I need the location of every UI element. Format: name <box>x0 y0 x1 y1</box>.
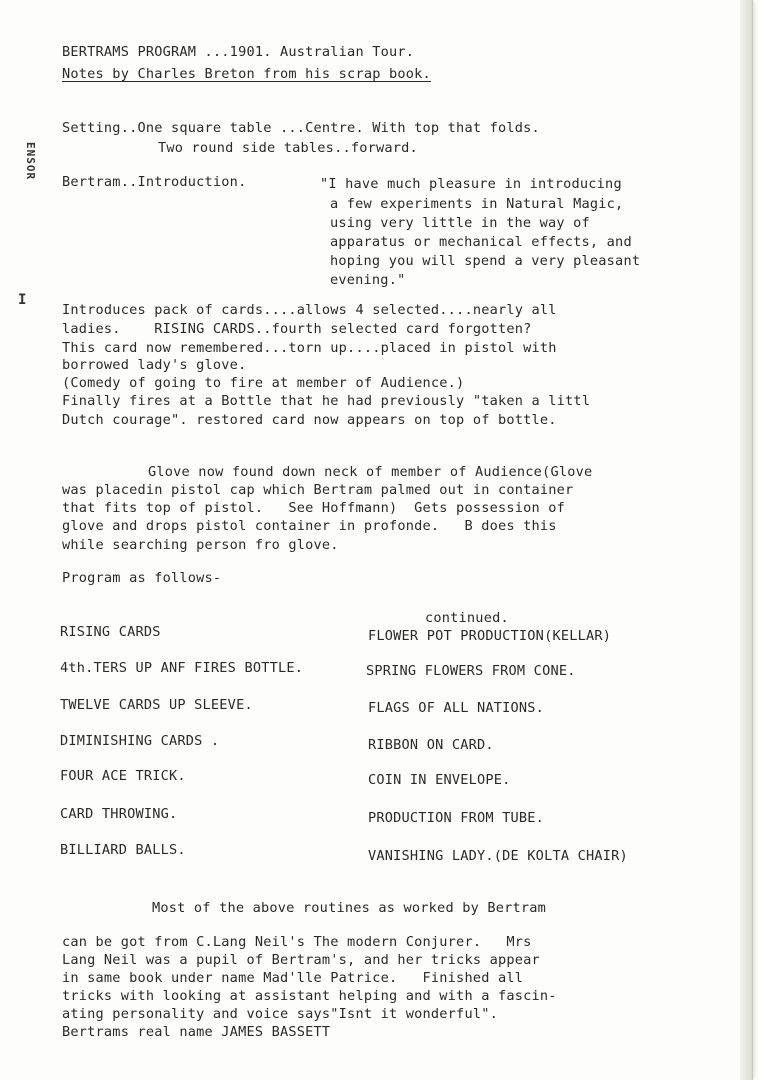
margin-mark: I <box>18 292 27 308</box>
program-item-right: VANISHING LADY.(DE KOLTA CHAIR) <box>368 848 628 864</box>
paragraph-line: Glove now found down neck of member of Audience(Glove <box>148 464 593 480</box>
page-edge <box>740 0 752 1080</box>
program-item-right: FLOWER POT PRODUCTION(KELLAR) <box>368 628 612 644</box>
closing-line: tricks with looking at assistant helping and with a fascin- <box>62 988 557 1004</box>
introduction-quote-line: a few experiments in Natural Magic, <box>330 196 624 212</box>
closing-line: Lang Neil was a pupil of Bertram's, and her tricks appear <box>62 952 540 968</box>
introduction-quote-line: apparatus or mechanical effects, and <box>330 234 632 250</box>
program-item-left: FOUR ACE TRICK. <box>60 768 186 784</box>
introduction-label: Bertram..Introduction. <box>62 174 247 190</box>
program-item-right: COIN IN ENVELOPE. <box>368 772 511 788</box>
page-title: BERTRAMS PROGRAM ...1901. Australian Tour. <box>62 44 415 60</box>
setting-line-2: Two round side tables..forward. <box>158 140 418 156</box>
paragraph-line: Dutch courage". restored card now appears on top of bottle. <box>62 412 557 428</box>
program-item-left: TWELVE CARDS UP SLEEVE. <box>60 697 253 713</box>
closing-line: Most of the above routines as worked by Bertram <box>152 900 547 916</box>
program-item-right: SPRING FLOWERS FROM CONE. <box>366 663 576 679</box>
program-item-right: FLAGS OF ALL NATIONS. <box>368 700 545 716</box>
closing-line: in same book under name Mad'lle Patrice. Finished all <box>62 970 524 986</box>
paragraph-line: Finally fires at a Bottle that he had previously "taken a littl <box>62 393 591 409</box>
paragraph-line: that fits top of pistol. See Hoffmann) Gets possession of <box>62 500 566 516</box>
program-intro: Program as follows- <box>62 570 222 586</box>
paragraph-line: ladies. RISING CARDS..fourth selected card forgotten? <box>62 321 532 337</box>
closing-line: can be got from C.Lang Neil's The modern Conjurer. Mrs <box>62 934 532 950</box>
paragraph-line: (Comedy of going to fire at member of Audience.) <box>62 375 465 391</box>
paragraph-line: This card now remembered...torn up....placed in pistol with <box>62 340 557 356</box>
setting-line-1: Setting..One square table ...Centre. With top that folds. <box>62 120 540 136</box>
program-item-right: RIBBON ON CARD. <box>368 737 494 753</box>
program-item-left: DIMINISHING CARDS . <box>60 733 220 749</box>
paragraph-line: glove and drops pistol container in profonde. B does this <box>62 518 557 534</box>
introduction-quote-line: hoping you will spend a very pleasant <box>330 253 641 269</box>
program-item-left: RISING CARDS <box>60 624 161 640</box>
introduction-quote-line: using very little in the way of <box>330 215 590 231</box>
introduction-quote-line: evening." <box>330 272 406 288</box>
margin-note: ENSOR <box>24 142 37 181</box>
page-subtitle: Notes by Charles Breton from his scrap book. <box>62 66 431 82</box>
paragraph-line: borrowed lady's glove. <box>62 357 247 373</box>
program-item-left: BILLIARD BALLS. <box>60 842 186 858</box>
paragraph-line: while searching person fro glove. <box>62 537 339 553</box>
introduction-quote-line: "I have much pleasure in introducing <box>320 176 622 192</box>
paragraph-line: Introduces pack of cards....allows 4 selected....nearly all <box>62 302 557 318</box>
program-item-right: PRODUCTION FROM TUBE. <box>368 810 545 826</box>
program-item-left: 4th.TERS UP ANF FIRES BOTTLE. <box>60 660 304 676</box>
program-continued-label: continued. <box>425 610 509 626</box>
closing-line: Bertrams real name JAMES BASSETT <box>62 1024 331 1040</box>
paragraph-line: was placedin pistol cap which Bertram palmed out in container <box>62 482 574 498</box>
closing-line: ating personality and voice says"Isnt it wonderful". <box>62 1006 498 1022</box>
program-item-left: CARD THROWING. <box>60 806 178 822</box>
